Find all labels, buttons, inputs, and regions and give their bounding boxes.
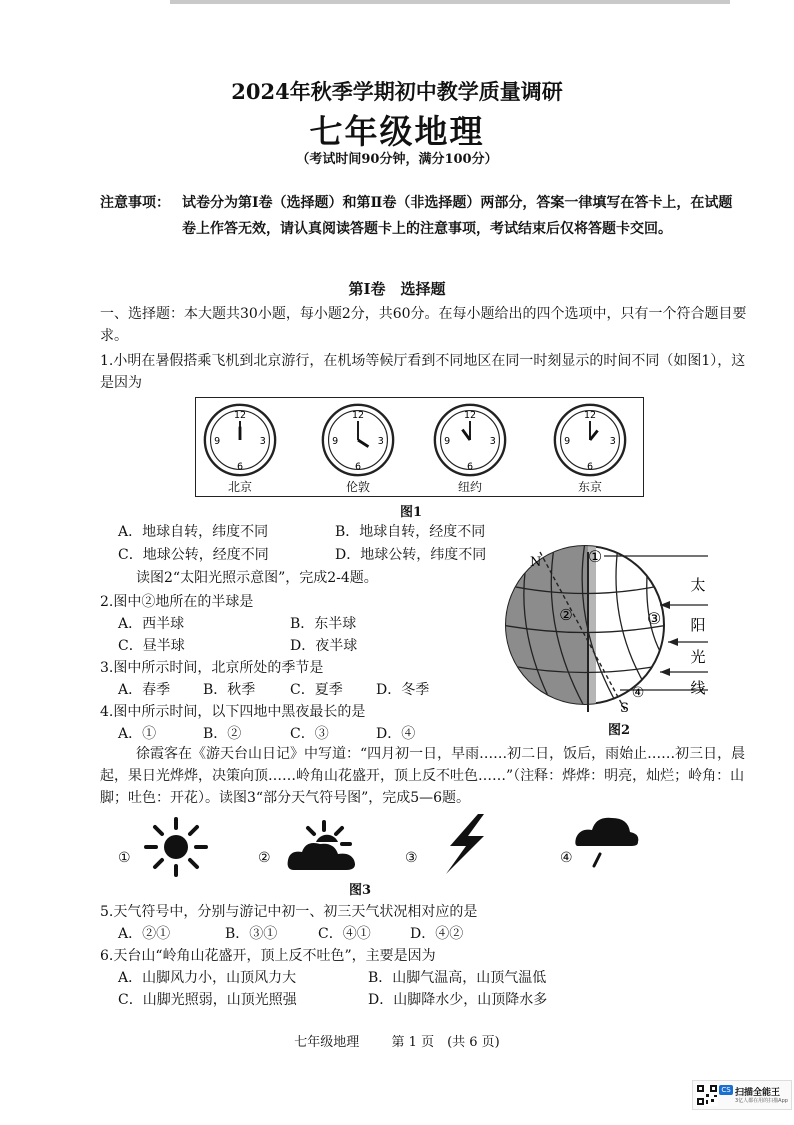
sunlight-label: 太 [690, 576, 706, 594]
svg-text:9: 9 [214, 435, 221, 447]
svg-text:9: 9 [332, 435, 339, 447]
q1-option-b: B．地球自转，经度不同 [335, 524, 486, 540]
app-logo-icon: CS [719, 1085, 733, 1095]
figure-1-caption: 图1 [400, 505, 423, 520]
subject-title: 七年级地理 [309, 112, 485, 151]
svg-text:3: 3 [259, 435, 266, 447]
q6-option-c: C．山脚光照弱，山顶光照强 [118, 992, 297, 1008]
q6-option-a: A．山脚风力小，山顶风力大 [118, 970, 297, 986]
scanner-watermark [692, 1080, 792, 1110]
svg-text:12: 12 [351, 410, 365, 422]
q6-stem: 6.天台山“岭角山花盛开，顶上反不吐色”，主要是因为 [100, 948, 436, 964]
q3-option-a: A．春季 [118, 682, 171, 698]
q2-option-d: D．夜半球 [290, 638, 358, 654]
weather-label: ③ [405, 850, 418, 866]
q2-option-a: A．西半球 [118, 616, 185, 632]
south-label: S [620, 701, 629, 716]
q1-option-c: C．地球公转，经度不同 [118, 547, 269, 563]
city-label: 北京 [227, 480, 252, 494]
svg-text:6: 6 [586, 461, 594, 473]
sunlight-label: 线 [690, 679, 706, 697]
svg-text:12: 12 [463, 410, 477, 422]
exam-info: （考试时间90分钟，满分100分） [296, 152, 498, 167]
qr-code-icon [696, 1084, 718, 1106]
svg-text:3: 3 [377, 435, 384, 447]
q2-option-b: B．东半球 [290, 616, 357, 632]
q4-option-b: B．② [203, 726, 242, 742]
city-label: 东京 [577, 480, 602, 494]
svg-text:6: 6 [236, 461, 244, 473]
part-one-intro: 一、选择题：本大题共30小题，每小题2分，共60分。在每小题给出的四个选项中，只有一个符合题目要求。 [100, 306, 747, 344]
q2-stem: 2.图中②地所在的半球是 [100, 594, 254, 610]
watermark-subtitle: 3亿人都在用的扫描App [735, 1098, 788, 1104]
q6-option-b: B．山脚气温高，山顶气温低 [368, 970, 547, 986]
passage-text: 徐霞客在《游天台山日记》中写道：“四月初一日，早雨……初二日，饭后，雨始止……初三日，晨起，果日光烨烨，决策向顶……岭角山花盛开，顶上反不吐色……”（注释：烨烨：明亮，灿烂；岭角：山脚；吐色：开花）。读图3“部分天气符号图”，完成5—6题。 [100, 746, 746, 806]
notice-label: 注意事项： [100, 195, 170, 211]
q4-option-c: C．③ [290, 726, 329, 742]
fig2-intro: 读图2“太阳光照示意图”，完成2-4题。 [136, 570, 378, 586]
svg-text:12: 12 [583, 410, 597, 422]
point-label: ④ [631, 685, 645, 701]
q3-stem: 3.图中所示时间，北京所处的季节是 [100, 660, 324, 676]
watermark-app-name: 扫描全能王 [735, 1088, 781, 1098]
clock-icon [432, 402, 508, 478]
figure-3-caption: 图3 [349, 883, 372, 898]
q3-option-b: B．秋季 [203, 682, 256, 698]
city-label: 纽约 [457, 480, 482, 494]
exam-title: 2024年秋季学期初中教学质量调研 [231, 79, 563, 104]
q5-option-c: C．④① [318, 926, 371, 942]
footer-subject: 七年级地理 [294, 1035, 360, 1050]
weather-label: ④ [560, 850, 573, 866]
q5-option-b: B．③① [225, 926, 278, 942]
figure-1-clocks [195, 397, 644, 497]
point-label: ① [587, 547, 603, 566]
point-label: ② [559, 606, 573, 624]
lightning-icon [440, 812, 490, 876]
sunlight-label: 阳 [690, 616, 706, 634]
q6-option-d: D．山脚降水少，山顶降水多 [368, 992, 548, 1008]
svg-text:6: 6 [466, 461, 474, 473]
page-top-edge [170, 0, 730, 4]
point-label: ③ [646, 609, 662, 628]
footer-page-number: 第 1 页 (共 6 页) [391, 1035, 500, 1050]
svg-text:6: 6 [354, 461, 362, 473]
q4-option-a: A．① [118, 726, 157, 742]
q1-stem: 1.小明在暑假搭乘飞机到北京游行，在机场等候厅看到不同地区在同一时刻显示的时间不同（如图1），这是因为 [100, 353, 746, 391]
weather-label: ① [118, 850, 131, 866]
q5-stem: 5.天气符号中，分别与游记中初一、初三天气状况相对应的是 [100, 904, 478, 920]
cloudy-sun-icon [284, 818, 370, 874]
notice-text: 试卷分为第Ⅰ卷（选择题）和第Ⅱ卷（非选择题）两部分，答案一律填写在答卡上，在试题卷上作答无效，请认真阅读答题卡上的注意事项，考试结束后仅将答题卡交回。 [182, 195, 733, 237]
q4-option-d: D．④ [376, 726, 416, 742]
section-title: 第Ⅰ卷 选择题 [348, 280, 446, 298]
sun-icon [138, 816, 214, 878]
page-footer [0, 1031, 794, 1050]
q4-stem: 4.图中所示时间，以下四地中黑夜最长的是 [100, 704, 366, 720]
figure-2-sunlight-diagram [500, 540, 715, 720]
q3-option-c: C．夏季 [290, 682, 343, 698]
city-label: 伦敦 [345, 480, 370, 494]
weather-label: ② [258, 850, 271, 866]
clock-icon [320, 402, 396, 478]
svg-text:3: 3 [609, 435, 616, 447]
svg-text:3: 3 [489, 435, 496, 447]
figure-2-caption: 图2 [608, 723, 631, 738]
q1-option-d: D．地球公转，纬度不同 [335, 547, 487, 563]
north-label: N [530, 555, 542, 570]
svg-text:9: 9 [444, 435, 451, 447]
sunlight-label: 光 [690, 648, 706, 666]
q1-option-a: A．地球自转，纬度不同 [118, 524, 269, 540]
clock-icon [552, 402, 628, 478]
notice-block [100, 190, 740, 242]
q5-option-d: D．④② [410, 926, 464, 942]
svg-text:9: 9 [564, 435, 571, 447]
rain-cloud-icon [572, 810, 642, 872]
q5-option-a: A．②① [118, 926, 171, 942]
clock-icon [202, 402, 278, 478]
q2-option-c: C．昼半球 [118, 638, 185, 654]
q3-option-d: D．冬季 [376, 682, 430, 698]
svg-text:12: 12 [233, 410, 247, 422]
